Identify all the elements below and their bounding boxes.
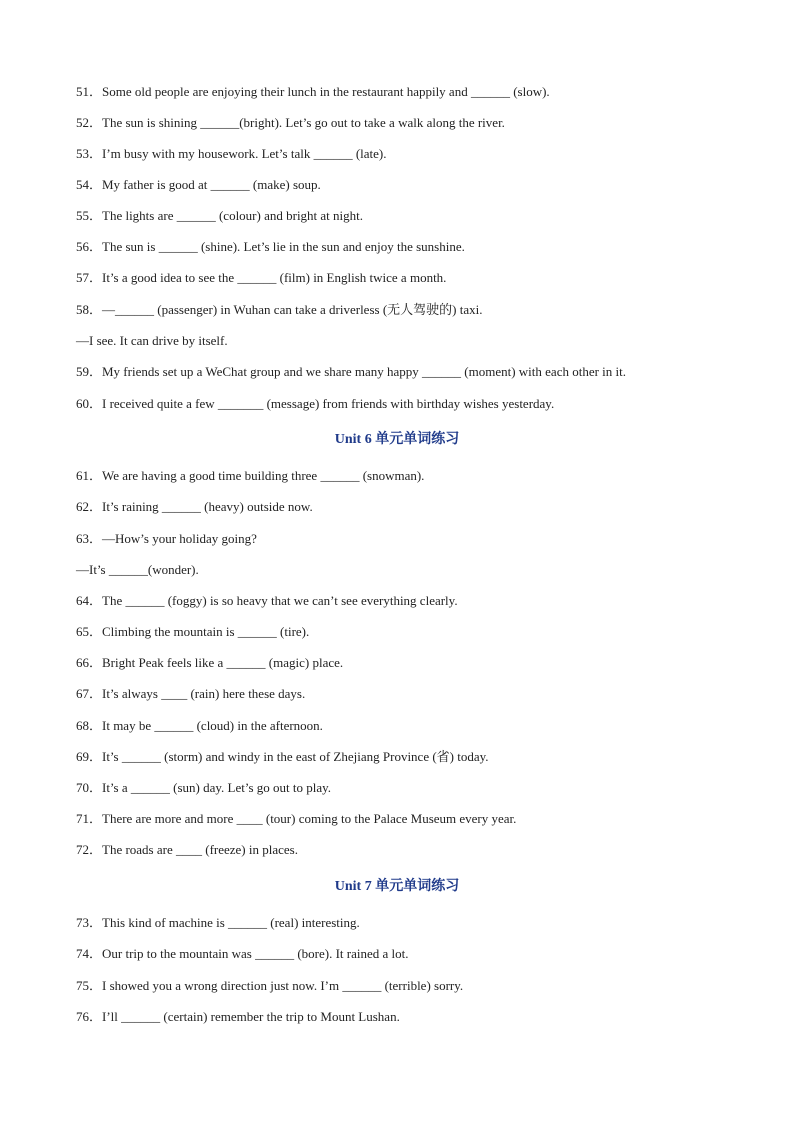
exercise-line: 75．I showed you a wrong direction just now. I’m ______ (terrible) sorry. [76, 978, 464, 993]
exercise-line: 53．I’m busy with my housework. Let’s talk ______ (late). [76, 146, 387, 161]
exercise-line: 56．The sun is ______ (shine). Let’s lie in the sun and enjoy the sunshine. [76, 239, 465, 254]
exercise-line: 76．I’ll ______ (certain) remember the trip to Mount Lushan. [76, 1009, 400, 1024]
exercise-line: 72．The roads are ____ (freeze) in places. [76, 842, 298, 857]
section-heading-unit-6: Unit 6 单元单词练习 [334, 432, 460, 447]
exercise-line: 60．I received quite a few _______ (message) from friends with birthday wishes yesterday. [76, 396, 555, 411]
exercise-line: 51．Some old people are enjoying their lunch in the restaurant happily and ______ (slow). [76, 84, 550, 99]
exercise-line: 69．It’s ______ (storm) and windy in the east of Zhejiang Province (省) today. [76, 749, 489, 764]
exercise-line: 64．The ______ (foggy) is so heavy that we can’t see everything clearly. [76, 593, 458, 608]
exercise-line: 59．My friends set up a WeChat group and we share many happy ______ (moment) with each other in it. [76, 364, 627, 379]
section-heading-unit-7: Unit 7 单元单词练习 [334, 879, 460, 894]
exercise-line: 71．There are more and more ____ (tour) coming to the Palace Museum every year. [76, 811, 517, 826]
exercise-line: 61．We are having a good time building three ______ (snowman). [76, 468, 425, 483]
exercise-line: 55．The lights are ______ (colour) and bright at night. [76, 208, 364, 223]
exercise-line: 52．The sun is shining ______(bright). Let’s go out to take a walk along the river. [76, 115, 505, 130]
exercise-line: 67．It’s always ____ (rain) here these days. [76, 686, 306, 701]
exercise-line: 66．Bright Peak feels like a ______ (magic) place. [76, 655, 344, 670]
exercise-line: 65．Climbing the mountain is ______ (tire). [76, 624, 310, 639]
exercise-line: —It’s ______(wonder). [76, 562, 199, 577]
exercise-line: 63．—How’s your holiday going? [76, 531, 257, 546]
exercise-line: 68．It may be ______ (cloud) in the afternoon. [76, 718, 323, 733]
exercise-line: 54．My father is good at ______ (make) soup. [76, 177, 321, 192]
exercise-line: 74．Our trip to the mountain was ______ (bore). It rained a lot. [76, 946, 409, 961]
exercise-line: 62．It’s raining ______ (heavy) outside now. [76, 499, 313, 514]
exercise-line: 58．—______ (passenger) in Wuhan can take a driverless (无人驾驶的) taxi. [76, 302, 483, 317]
exercise-line: 57．It’s a good idea to see the ______ (film) in English twice a month. [76, 270, 447, 285]
exercise-line: —I see. It can drive by itself. [76, 333, 228, 348]
exercise-line: 70．It’s a ______ (sun) day. Let’s go out to play. [76, 780, 332, 795]
exercise-line: 73．This kind of machine is ______ (real) interesting. [76, 915, 360, 930]
